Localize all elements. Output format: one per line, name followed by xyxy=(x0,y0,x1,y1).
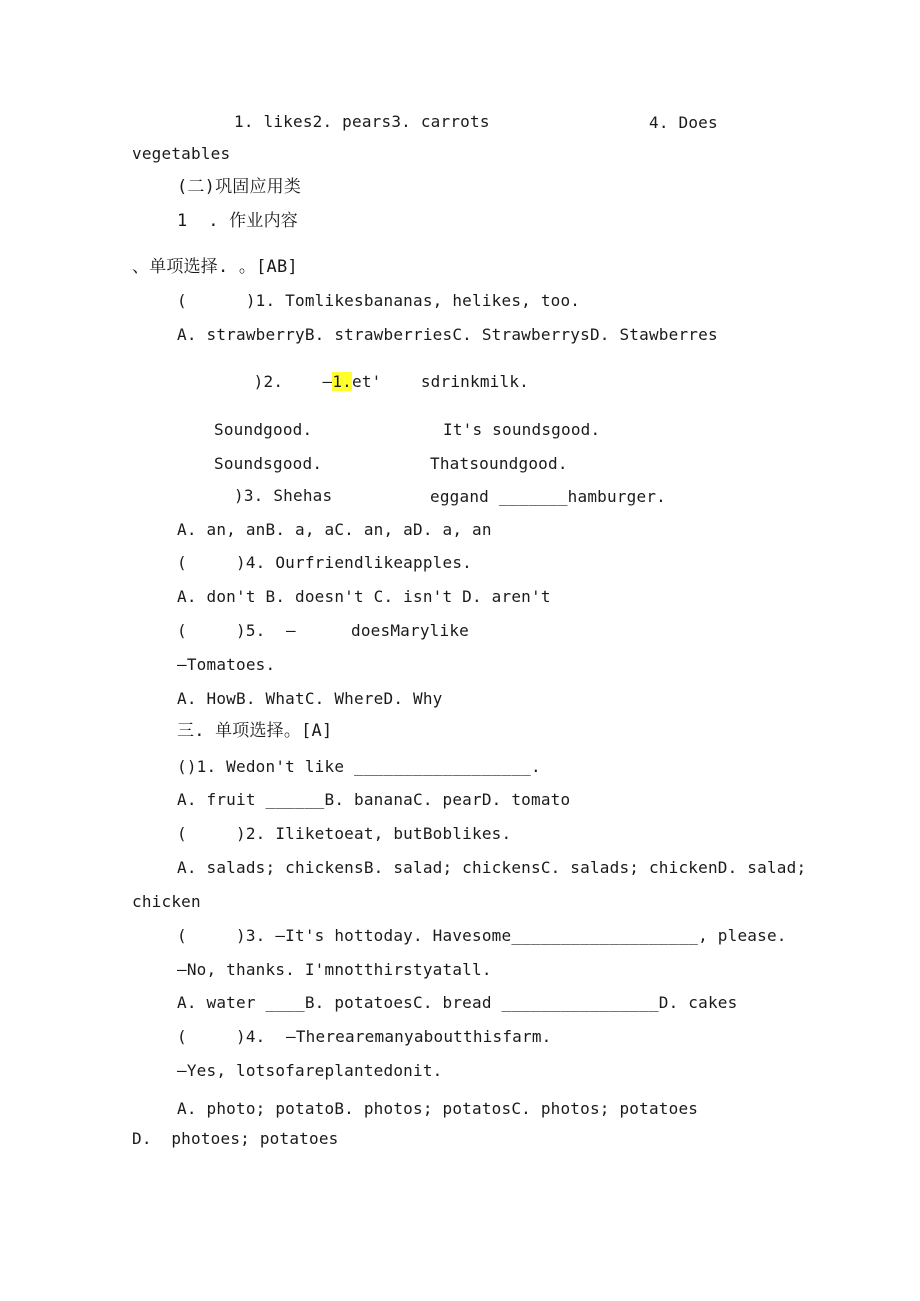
options-b4-wrap: D. photoes; potatoes xyxy=(132,1129,339,1148)
question-1: ( )1. Tomlikesbananas, helikes, too. xyxy=(177,291,581,310)
question-b2: ( )2. Iliketoeat, butBoblikes. xyxy=(177,824,512,843)
highlight-mark: 1. xyxy=(332,372,353,391)
answer-b3: —No, thanks. I'mnotthirstyatall. xyxy=(177,960,492,979)
question-b4: ( )4. xyxy=(177,1027,266,1046)
question-b1: ()1. Wedon't like __________________. xyxy=(177,757,541,776)
question-3: )3. Shehas xyxy=(234,486,333,505)
answer-b4: —Yes, lotsofareplantedonit. xyxy=(177,1061,443,1080)
options-3: A. an, anB. a, aC. an, aD. a, an xyxy=(177,520,492,539)
options-b2-wrap: chicken xyxy=(132,892,201,911)
answer-line-cont: 4. Does xyxy=(649,113,718,132)
answer-line-wrap: vegetables xyxy=(132,144,231,163)
options-b3: A. water ____B. potatoesC. bread ________________D. cakes xyxy=(177,993,738,1012)
question-b4-text: —Therearemanyaboutthisfarm. xyxy=(286,1027,552,1046)
option-c: Soundsgood. xyxy=(214,454,323,473)
subsection-heading: 1 . 作业内容 xyxy=(177,211,298,231)
option-b: It's soundsgood. xyxy=(443,420,601,439)
exercise-heading: 、单项选择. 。[AB] xyxy=(132,257,298,277)
answer-line: 1. likes2. pears3. carrots xyxy=(234,112,490,131)
options-4: A. don't B. doesn't C. isn't D. aren't xyxy=(177,587,551,606)
section-three-heading: 三. 单项选择。[A] xyxy=(177,721,333,741)
options-5: A. HowB. WhatC. WhereD. Why xyxy=(177,689,443,708)
options-b4: A. photo; potatoB. photos; potatosC. photos; potatoes xyxy=(177,1099,699,1118)
question-5-text: doesMarylike xyxy=(351,621,469,640)
question-5: ( )5. xyxy=(177,621,266,640)
question-2 xyxy=(234,352,529,392)
option-a: Soundgood. xyxy=(214,420,313,439)
section-heading: (二)巩固应用类 xyxy=(177,177,302,197)
question-2-number: )2. — xyxy=(253,372,333,391)
options-1: A. strawberryB. strawberriesC. StrawberrysD. Stawberres xyxy=(177,325,718,344)
answer-5: —Tomatoes. xyxy=(177,655,276,674)
options-b1: A. fruit ______B. bananaC. pearD. tomato xyxy=(177,790,571,809)
question-b3: ( )3. —It's hottoday. Havesome___________________, please. xyxy=(177,926,787,945)
options-b2: A. salads; chickensB. salad; chickensC. salads; chickenD. salad; xyxy=(177,858,807,877)
question-5-dash: — xyxy=(286,621,296,640)
question-4: ( )4. Ourfriendlikeapples. xyxy=(177,553,472,572)
question-3-cont: eggand _______hamburger. xyxy=(430,487,666,506)
option-d: Thatsoundgood. xyxy=(430,454,568,473)
question-2-text: et' sdrinkmilk. xyxy=(352,372,530,391)
